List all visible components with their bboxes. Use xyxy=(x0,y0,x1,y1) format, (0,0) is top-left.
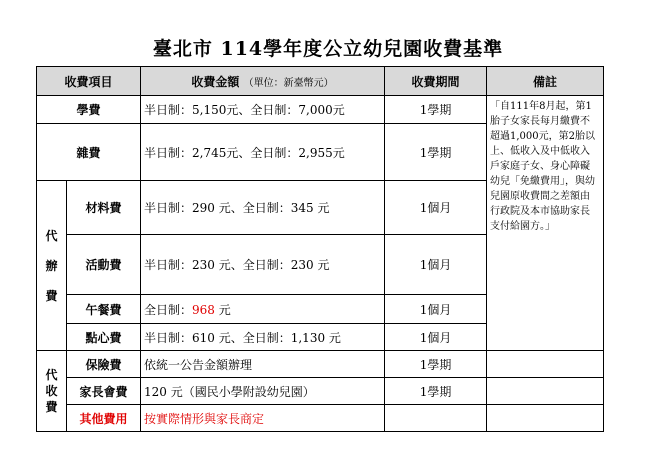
group-daiban xyxy=(37,181,67,351)
amount-snack: 半日制：610 元、全日制：1,130 元 xyxy=(141,324,385,351)
note-empty-insurance xyxy=(487,351,604,378)
period-insurance: 1學期 xyxy=(385,351,487,378)
header-amount-label: 收費金額 xyxy=(191,74,240,89)
header-amount xyxy=(141,67,385,96)
period-parents: 1學期 xyxy=(385,378,487,405)
header-row xyxy=(37,67,604,96)
note-empty-parents xyxy=(487,378,604,405)
note-empty-other xyxy=(487,405,604,432)
table-row xyxy=(37,378,604,405)
table-row xyxy=(37,351,604,378)
item-other: 其他費用 xyxy=(67,405,141,432)
period-tuition: 1學期 xyxy=(385,96,487,124)
fee-table xyxy=(36,66,604,432)
period-misc: 1學期 xyxy=(385,124,487,181)
group-daishou-label: 代 收 費 xyxy=(45,368,58,414)
period-lunch: 1個月 xyxy=(385,295,487,324)
group-daishou xyxy=(37,351,67,432)
period-material: 1個月 xyxy=(385,181,487,235)
item-tuition: 學費 xyxy=(37,96,141,124)
amount-lunch-value: 968 xyxy=(192,302,215,317)
amount-misc: 半日制：2,745元、全日制：2,955元 xyxy=(141,124,385,181)
table-row xyxy=(37,405,604,432)
item-material: 材料費 xyxy=(67,181,141,235)
group-daiban-label: 代 辦 費 xyxy=(45,228,58,303)
amount-lunch-prefix: 全日制： xyxy=(144,302,193,317)
amount-lunch-suffix: 元 xyxy=(214,302,231,317)
note-cell: 「自111年8月起，第1胎子女家長每月繳費不超過1,000元，第2胎以上、低收入及中低收入戶家庭子女、身心障礙幼兒「免繳費用」，與幼兒園原收費間之差額由行政院及本市協助家長支付給園方。」 xyxy=(487,96,604,351)
amount-activity: 半日制：230 元、全日制：230 元 xyxy=(141,235,385,295)
header-amount-unit: （單位：新臺幣元） xyxy=(243,77,334,89)
item-insurance: 保險費 xyxy=(67,351,141,378)
amount-parents: 120 元（國民小學附設幼兒園） xyxy=(141,378,385,405)
item-parents: 家長會費 xyxy=(67,378,141,405)
period-snack: 1個月 xyxy=(385,324,487,351)
item-activity: 活動費 xyxy=(67,235,141,295)
amount-tuition: 半日制：5,150元、全日制：7,000元 xyxy=(141,96,385,124)
amount-other: 按實際情形與家長商定 xyxy=(141,405,385,432)
amount-material: 半日制：290 元、全日制：345 元 xyxy=(141,181,385,235)
header-period: 收費期間 xyxy=(385,67,487,96)
header-item: 收費項目 xyxy=(37,67,141,96)
item-misc: 雜費 xyxy=(37,124,141,181)
table-row xyxy=(37,96,604,124)
amount-lunch xyxy=(141,295,385,324)
period-activity: 1個月 xyxy=(385,235,487,295)
item-snack: 點心費 xyxy=(67,324,141,351)
period-other xyxy=(385,405,487,432)
amount-insurance: 依統一公告金額辦理 xyxy=(141,351,385,378)
header-note: 備註 xyxy=(487,67,604,96)
item-lunch: 午餐費 xyxy=(67,295,141,324)
page-title: 臺北市 114學年度公立幼兒園收費基準 xyxy=(152,38,504,60)
